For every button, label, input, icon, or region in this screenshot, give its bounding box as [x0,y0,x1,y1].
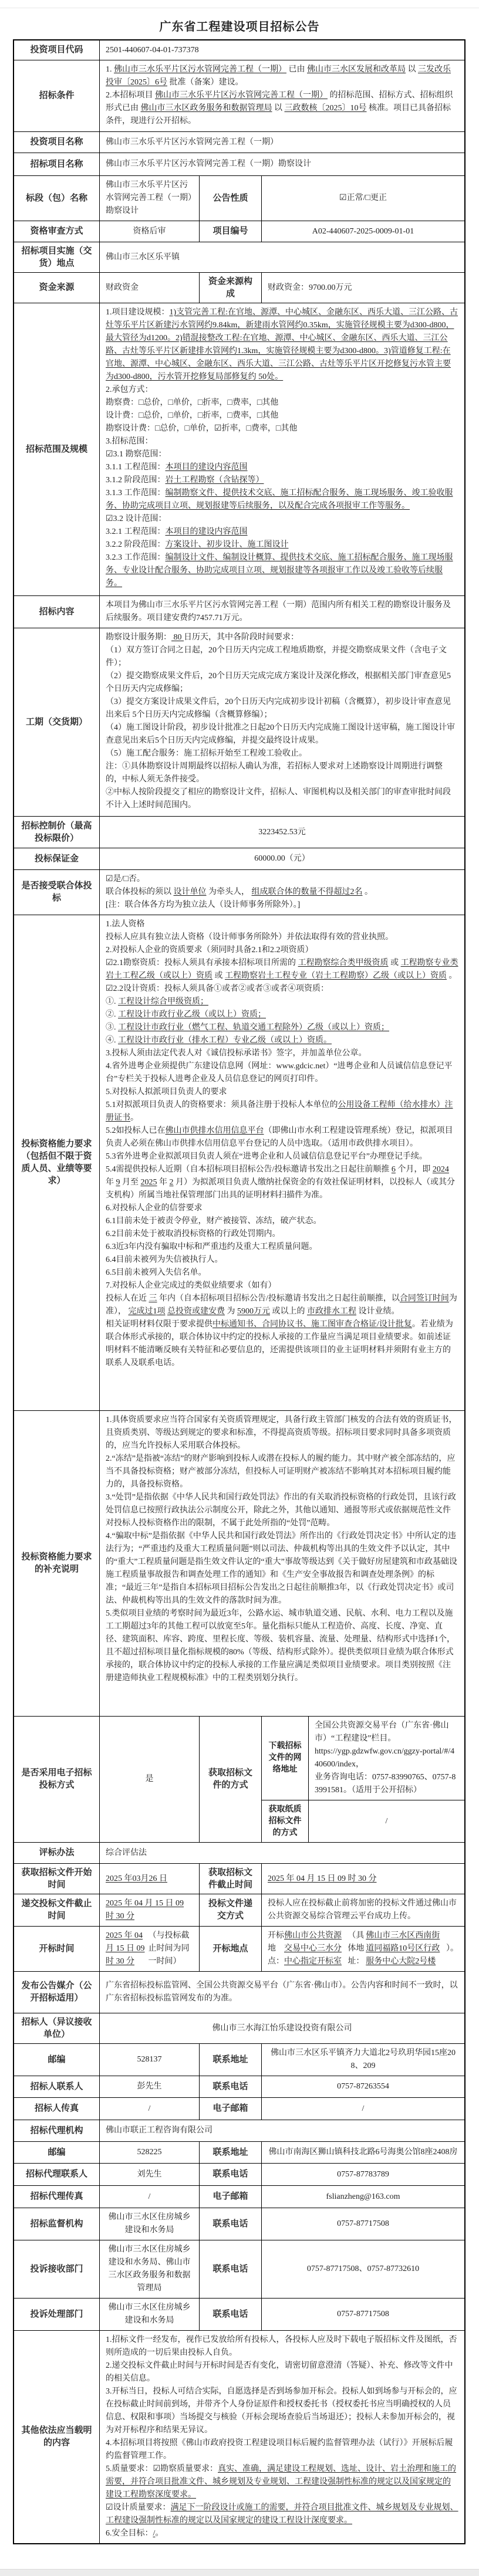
row-duration [14,628,464,816]
value-tender-conditions: 1. 佛山市三水乐平片区污水管网完善工程（一期） 已由 佛山市三水区发展和改革局 以 三发改乐投审〔2025〕6号 批准（备案）建设。 2.本招标项目 佛山市三水乐平片区污水管网完善工程（一期） 的招标范围、招标方式、招标组织形式已由 佛山市三水区政务服务和数据管理局 以 三政数核〔2025〕10号 核准。项目已具备招标条件，现进行公开招标。 [99,60,464,131]
row-other-required-content [14,2330,464,2543]
value-agency-email: fslianzheng@163.com [261,2186,464,2208]
value-announcement-media: 广东省招标投标监管网、全国公共资源交易平台（广东省·佛山市）。公告内容和时间不一致时，以广东省招标投标监管网发布的为准。 [99,1972,464,2013]
value-tenderer-phone: 0757-87263554 [261,2076,464,2097]
row-consortium [14,869,464,915]
value-agency-postcode: 528225 [99,2142,199,2163]
label-bid-deposit: 投标保证金 [34,854,79,864]
label-complaint-handling: 投诉处理部门 [30,2309,83,2319]
label-agency-email: 电子邮箱 [199,2186,261,2208]
label-evaluation-method: 评标办法 [39,1848,75,1857]
label-tenderer-email: 电子邮箱 [199,2098,261,2120]
label-tender-conditions: 招标条件 [39,91,75,100]
value-qualification-review: 资格后审 [99,221,199,242]
row-agency-postcode [14,2141,464,2163]
label-fund-source: 资金来源 [39,283,75,292]
value-notice-nature: ☑正常/□更正 [261,176,464,221]
row-bidder-qualification [14,915,464,1410]
value-agency: 佛山市联正工程咨询有限公司 [99,2120,464,2141]
label-duration: 工期（交货期） [25,717,87,727]
row-qualification-review [14,221,464,242]
label-other-required-content: 其他依法应当载明的内容 [21,2426,92,2448]
value-document-start-time: 2025 年03月26 日 [99,1864,199,1894]
label-bid-opening-time: 开标时间 [39,1944,75,1954]
label-supervision-agency: 招标监督机构 [30,2219,83,2229]
label-complaint-handling-phone: 联系电话 [199,2299,261,2330]
value-complaint-receiving: 佛山市三水区住房城乡建设和水务局、佛山市三水区政务服务和数据管理局 [99,2240,199,2298]
value-bid-opening-time: 2025 年 04 月 15 日 09 时 30 分 （与投标截止时间为同一时间） [99,1927,199,1971]
row-complaint-receiving [14,2240,464,2298]
value-evaluation-method: 综合评估法 [99,1843,464,1863]
row-fund-source [14,272,464,303]
value-paper-documents: / [385,1816,388,1826]
row-tenderer-postcode [14,2043,464,2076]
label-investment-name: 投资项目名称 [30,137,83,147]
value-bid-deposit: 60000.00（元） [99,848,464,869]
label-qualification-review: 资格审查方式 [30,226,83,236]
page-title: 广东省工程建设项目招标公告 [159,21,320,33]
label-electronic-bidding: 是否采用电子招标投标方式 [21,1768,92,1790]
value-complaint-handling-phone: 0757-87717508 [261,2299,464,2330]
row-evaluation-method [14,1842,464,1863]
value-duration: 勘察设计服务期： 80 日历天，其中各阶段时间要求： （1）双方签订合同之日起，20个日历天内完成工程地质勘察，并提交勘察成果文件（含电子文件）； （2）提交勘察成果文件后，20个日历天完成完成方案设计及深化修改，根据相关部门审查意见5个日历天内完成修编； （3）提交方案设计成果文件后，20个日历天内完成初步设计初稿（含概算），初步设计审查意见出来后 5个日历天内完成修编（含概算修编）； （4）施工图设计阶段，初步设计批准之日起20个日历天内完成施工图设计送审稿，施工图设计审查意见出来后5个日历天内完成修编，并提交最终设计成果。 （5）施工配合服务：施工招标开始至工程竣工验收止。 注：①具体勘察设计周期最终以招标人确认为准，若招标人要求对上述勘察设计周期进行调整的，中标人须无条件接受。 ②中标人按阶段提交了相应的勘察设计文件，招标人、审图机构以及相关部门的审查审批时间段不计入上述时间范围内。 [99,628,464,816]
label-agency-postcode: 邮编 [48,2147,66,2157]
row-tender-project-name [14,153,464,175]
label-supervision-phone: 联系电话 [199,2208,261,2240]
row-tender-content [14,595,464,628]
label-tenderer-postcode: 邮编 [48,2054,66,2064]
value-fund-source: 财政资金 [99,273,199,303]
value-electronic-bidding: 是 [99,1717,199,1842]
row-tenderer [14,2013,464,2043]
label-document-deadline: 获取招标文件截止时间 [199,1864,261,1894]
row-delivery-location [14,242,464,272]
row-section-name [14,175,464,221]
row-agency-contact [14,2163,464,2185]
row-project-code [14,40,464,60]
value-tenderer-email: / [261,2098,464,2120]
label-consortium: 是否接受联合体投标 [21,881,92,903]
subrow-paper-documents [262,1800,464,1842]
label-complaint-receiving: 投诉接收部门 [30,2264,83,2274]
label-tenderer-phone: 联系电话 [199,2076,261,2097]
value-agency-address: 佛山市南海区狮山镇科技北路6号海奥公馆8座2408房 [261,2142,464,2163]
value-consortium: ☑是/□否。 联合体投标的须以 设计单位 为牵头人， 组成联合体的数量不得超过2名 。 [注：联合体各方均为独立法人（设计师事务所除外）。] [99,870,464,915]
row-tender-conditions [14,60,464,131]
announcement-page [0,8,479,2576]
value-agency-fax: / [99,2186,199,2208]
label-paper-documents: 获取纸质招标文件的方式 [262,1800,309,1842]
value-supervision-agency: 佛山市三水区住房城乡建设和水务局 [99,2208,199,2240]
row-supervision-agency [14,2208,464,2240]
value-bidder-qualification: 1.法人资格 投标人应具有独立法人资格（设计师事务所除外）并依法取得有效的营业执照。 2.对投标人企业的资质要求（须同时具备2.1和2.2项资质） ☑2.1勘察资质：投标人须具有承接本招标项目所需的 工程勘察综合类甲级资质 或 工程勘察专业类岩土工程乙级（或以上）资质 或 工程勘察岩土工程专业（岩土工程勘察）乙级（或以上）资质 。 ☑2.2设计资质：投标人须具备①或者②或者③或者④项资质： ①. 工程设计综合甲级资质； ②. 工程设计市政行业乙级（或以上）资质； ③. 工程设计市政行业（燃气工程、轨道交通工程除外）乙级（或以上）资质； ④. 工程设计市政行业（排水工程）专业乙级（或以上）资质。 3.投标人须由法定代表人对《诚信投标承诺书》签字，并加盖单位公章。 4.省外进粤企业须提供广东建设信息网（网址：www.gdcic.net）“进粤企业和人员诚信信息登记平台”专栏关于投标人进粤企业及人员信息登记的网页打印件。 5.对投标人拟派项目负责人的要求 5.1对拟派项目负责人的资格要求：须具备注册于投标人本单位的公用设备工程师（给水排水）注册证书。 5.2如投标人已在佛山市供排水信用信息平台（即佛山市水利工程建设管理系统）登记，拟派项目负责人必须在佛山市供排水信用信息平台登记的人员中选取。（适用市政供排水项目）。 5.3省外进粤企业拟派项目负责人须在“进粤企业和人员诚信信息登记平台”办理登记手续。 5.4需提供投标人近期（自本招标项目招标公告/投标邀请书发出之日起往前顺推 6 个月，即 2024 年 9 月至 2025 年 2 月）为拟派项目负责人缴纳社保资金的有效社保证明材料，以投标人（或其分支机构）所属当地社保管理部门出具的证明材料扫描件为准。 6.对投标人企业的信誉要求 6.1目前未处于被责令停业，财产被接管、冻结，破产状态。 6.2目前未处于被取消投标资格的行政处罚期内。 6.3近3年内没有骗取中标和严重违约及重大工程质量问题。 6.4目前未被列为失信被执行人。 6.5目前未被列入失信名单。 7.对投标人企业完成过的类似业绩要求（如有） 投标人在近 三 年内（自本招标项目招标公告/投标邀请书发出之日起往前顺推，以合同签订时间为准）， 完成过1项 总投资或建安费 为 5900万元 或以上的 市政排水工程 设计业绩。 相关证明材料仅限于要求提供中标通知书、合同协议书、施工图审查合格证/设计批复。若业绩为联合体形式承接的，联合体协议中约定的投标人承接的工作量应当满足项目业绩要求。如前述证明材料不能清晰反映有关特征和必要信息的，还需提供该项目的业主证明材料并须附有业主方的联系人及联系电话。 [99,915,464,1410]
label-tenderer-address: 联系地址 [199,2044,261,2076]
announcement-table [13,39,465,2544]
value-agency-phone: 0757-87783789 [261,2164,464,2185]
label-tender-content: 招标内容 [39,607,75,617]
label-obtain-documents: 获取招标文件的方式 [199,1717,261,1842]
value-tenderer-contact: 彭先生 [99,2076,199,2097]
row-announcement-media [14,1971,464,2013]
label-bid-opening-place: 开标地点 [199,1927,261,1971]
obtain-documents-cell [261,1717,464,1842]
value-complaint-handling: 佛山市三水区住房城乡建设和水务局 [99,2299,199,2330]
value-fund-composition: 财政资金：9700.00万元 [261,273,464,303]
label-agency-fax: 招标代理传真 [30,2192,83,2201]
row-electronic-bidding [14,1716,464,1842]
value-tender-content: 本项目为佛山市三水乐平片区污水管网完善工程（一期）范围内所有相关工程的勘察设计服务及后续服务。项目建安费约7457.71万元。 [99,596,464,628]
label-project-code: 投资项目代码 [30,45,83,55]
value-agency-contact: 刘先生 [99,2164,199,2185]
value-submission-method: 投标人应在投标截止前将加密的投标文件通过佛山市公共资源交易综合管理云平台成功上传。 [261,1894,464,1926]
label-submission-deadline: 递交投标文件截止时间 [21,1899,92,1921]
value-submission-deadline: 2025 年 04 月 15 日 09 时 30 分 [99,1894,199,1926]
label-agency-phone: 联系电话 [199,2164,261,2185]
label-tenderer: 招标人（异议接收单位） [21,2017,92,2039]
label-tender-project-name: 招标项目名称 [30,159,83,169]
value-other-required-content: 1.招标文件一经发布，视作已发放给所有投标人，各投标人应及时下载电子版招标文件及图纸，否则所造成的一切后果由投标人自负。 2.递交投标文件截止时间与开标时间是否有变化，请密切留意澄清（答疑）、补充、修改等文件中的相关信息。 3.开标当日，投标人可结合实际，自愿选择是否到场参加开标会。投标人如到场参与开标会的，应在投标截止时间前到场，并带齐个人身份证原件和授权委托书（授权委托书应当明确授权的人员信息、权限和事项）当场提交与核验（开标会现场查验后当场退还）；投标人未参加开标会的，视为对开标程序和结果无异议。 4.本招标项目将按照《佛山市政府投资工程建设项目标后履约监督管理办法（试行）》开展标后履约监督管理工作。 5.质量要求：☑勘察质量要求：真实、准确，满足建设工程规划、选址、设计、岩土治理和施工的需要，并符合项目批准文件、城乡规划及专业规划、工程建设强制性标准的规定以及国家规定的建设工程勘察深度要求。 ☑设计质量要求：满足下一阶段设计或施工的需要，并符合项目批准文件、城乡规划及专业规划、工程建设强制性标准的规定以及国家规定的建设工程设计深度要求。 6.安全目标：/。 [99,2331,464,2543]
subrow-download-address [262,1717,464,1800]
value-project-number: A02-440607-2025-0009-01-01 [261,221,464,242]
label-agency-address: 联系地址 [199,2142,261,2163]
value-section-name: 佛山市三水乐平片区污水管网完善工程（一期）勘察设计 [99,176,199,221]
value-download-address: 全国公共资源交易平台（广东省·佛山市）“工程建设”栏目。 https://ygp.gdzwfw.gov.cn/ggzy-portal/#/440600/index， 业务咨询电话：0757-83990765、0757-83991581。（适用于公开招标） [315,1721,456,1795]
label-document-start-time: 获取招标文件开始时间 [21,1867,92,1890]
value-bid-opening-place: 开标地点： 佛山市公共资源交易中心三水分中心指定开标室 （具体地址： 佛山市三水区西南街道同福路10号区行政服务中心大院2号楼 ）。 [261,1927,464,1971]
value-tenderer-postcode: 528137 [99,2044,199,2076]
row-agency [14,2120,464,2141]
row-agency-fax [14,2185,464,2208]
row-submission-deadline [14,1894,464,1926]
value-tenderer: 佛山市三水海江怡乐建设投资有限公司 [99,2013,464,2043]
value-complaint-receiving-phone: 0757-87717508、0757-87732610 [261,2240,464,2298]
label-bidder-qualification: 投标资格能力要求（包括但不限于资质人员、业绩等要求） [21,1139,92,1186]
label-delivery-location: 招标项目实施（交货）地点 [21,246,92,268]
row-price-ceiling [14,816,464,848]
label-tender-scope: 招标范围及规模 [25,444,87,454]
row-bid-deposit [14,848,464,869]
row-tender-scope [14,303,464,595]
value-tender-scope: 1.项目建设规模：1)支管完善工程:在官地、源潭、中心城区、金融东区、西乐大道、三江公路、古灶等乐平片区新建污水管网约9.84km，新建雨水管网约0.35km，实施管径规模主要为d300-d800，最大管径为d1200。2)错混接整改工程:在官地、源潭、中心城区、金融东区、西乐大道、三江公路、古灶等乐平片区新建排水管网约1.3km，实施管径规模主要为d300-d800。3)管道修复工程:在官地、源潭、中心城区、金融东区、西乐大道、三江公路、古灶等乐平片区开挖修复污水管主要为d300-d800，污水管开挖修复局部修复约 50处。 2.承包方式： 勘察费：□总价，□单价，□折率，□费率，□其他 设计费：□总价，□单价，□折率，□费率，□其他 勘察设计费：□总价，□单价，☑折率，□费率，□其他 3.招标范围： ☑3.1 勘察范围： 3.1.1 工程范围：本项目的建设内容范围 3.1.2 阶段范围：岩土工程勘察（含钻探等） 3.1.3 工作范围：编制勘察文件、提供技术交底、施工招标配合服务、施工现场服务、竣工验收服务、协助完成项目立项、规划报建等后续服务，以及配合完成各项报审工作等服务。 ☑3.2 设计范围： 3.2.1 工程范围：本项目的建设内容范围 3.2.2 阶段范围：方案设计、初步设计、施工图设计 3.2.3 工作范围：编制设计文件、编制设计概算、提供技术交底、施工招标配合服务、施工现场服务、专业设计配合服务、协助完成项目立项、规划报建等各项报审工作以及竣工验收等后续服务。 [99,303,464,595]
label-agency-contact: 招标代理联系人 [25,2169,87,2179]
label-agency: 招标代理机构 [30,2125,83,2135]
bottom-divider [0,2569,479,2576]
value-qualification-notes: 1.具体资质要求应当符合国家有关资质管理规定，具备行政主管部门核发的合法有效的资质证书，且资质类别、等级达到规定的要求和标准，不得提高资质等级。招标项目要求同时具备多项资质的，应当允许投标人采用联合体投标。 2.“冻结”是指被“冻结”的财产影响到投标人或潜在投标人的履约能力。其中财产被全部冻结的，应当不具备投标资格；财产被部分冻结，但投标人可证明财产被冻结不影响其对本招标项目履约能力的，具备投标资格。 3.“处罚”是指依据《中华人民共和国行政处罚法》作出的有关取消投标资格的行政处罚，且该行政处罚信息已按照行政执法公示制度公开，除此之外，其他以通知、通报等形式或依据规范性文件对投标人投标资格作出的限制，不属于此处所指的“处罚”范畴。 4.“骗取中标”是指依据《中华人民共和国行政处罚法》所作出的《行政处罚决定书》中所认定的违法行为；“严重违约及重大工程质量问题”则以司法、仲裁机构等出具的生效文件予以认定，其中的“重大”工程质量问题是指生效文件认定的“重大”事故等级达到《关于做好房屋建筑和市政基础设施工程质量事故报告和调查处理工作的通知》和《生产安全事故报告和调查处理条例》的标准；“最近三年”是指自本招标项目招标公告发出之日起往前顺推3年，以《行政处罚决定书》或司法、仲裁机构等出具的生效文件的落款时间为准。 5.类似项目业绩的考察时间为最近3年，公路水运、城市轨道交通、民航、水利、电力工程以及施工工期超过3年的其他工程可以放宽至5年。量化指标只能从工程造价、高度、长度、净宽、直径、建筑面积、库容、跨度、里程长度、等级、装机容量、流量、处理量、结构形式中选择1个，且不超过招标项目量化指标规模的80%（等级、结构形式除外）。提供类似项目业绩为联合体形式承接的，联合体协议中约定的投标人承接的工作量应满足类似项目业绩要求。项目类别按照《注册建造师执业工程规模标准》中的工程类别划分执行。 [99,1411,464,1716]
value-tenderer-fax: / [99,2098,199,2120]
row-complaint-handling [14,2298,464,2330]
value-investment-name: 佛山市三水乐平片区污水管网完善工程（一期） [99,132,464,153]
value-document-deadline: 2025 年 04 月 15 日 09 时 30 分 [261,1864,464,1894]
row-investment-name [14,131,464,153]
label-tenderer-fax: 招标人传真 [34,2104,79,2113]
label-qualification-notes: 投标资格能力要求的补充说明 [21,1552,92,1574]
label-complaint-receiving-phone: 联系电话 [199,2240,261,2298]
label-tenderer-contact: 招标人联系人 [30,2081,83,2091]
value-tenderer-address: 佛山市三水区乐平镇齐力大道北2号玖玥华园15座208、209 [261,2044,464,2076]
label-fund-composition: 资金来源构成 [199,273,261,303]
row-tenderer-contact [14,2076,464,2097]
value-project-code: 2501-440607-04-01-737378 [99,40,464,60]
label-submission-method: 投标文件递交方式 [199,1894,261,1926]
label-price-ceiling: 招标控制价（最高投标限价） [21,821,92,843]
label-notice-nature: 公告性质 [199,176,261,221]
row-qualification-notes [14,1410,464,1716]
value-price-ceiling: 3223452.53元 [99,817,464,848]
label-project-number: 项目编号 [199,221,261,242]
label-announcement-media: 发布公告媒介（公开招标适用） [21,1981,92,2003]
row-bid-opening [14,1926,464,1971]
label-section-name: 标段（包）名称 [25,193,87,203]
value-delivery-location: 佛山市三水区乐平镇 [99,242,464,272]
row-document-time [14,1863,464,1894]
row-tenderer-fax [14,2097,464,2120]
value-tender-project-name: 佛山市三水乐平片区污水管网完善工程（一期）勘察设计 [99,153,464,175]
label-download-address: 下载招标文件的网络地址 [262,1717,309,1800]
value-supervision-phone: 0757-87717508 [261,2208,464,2240]
